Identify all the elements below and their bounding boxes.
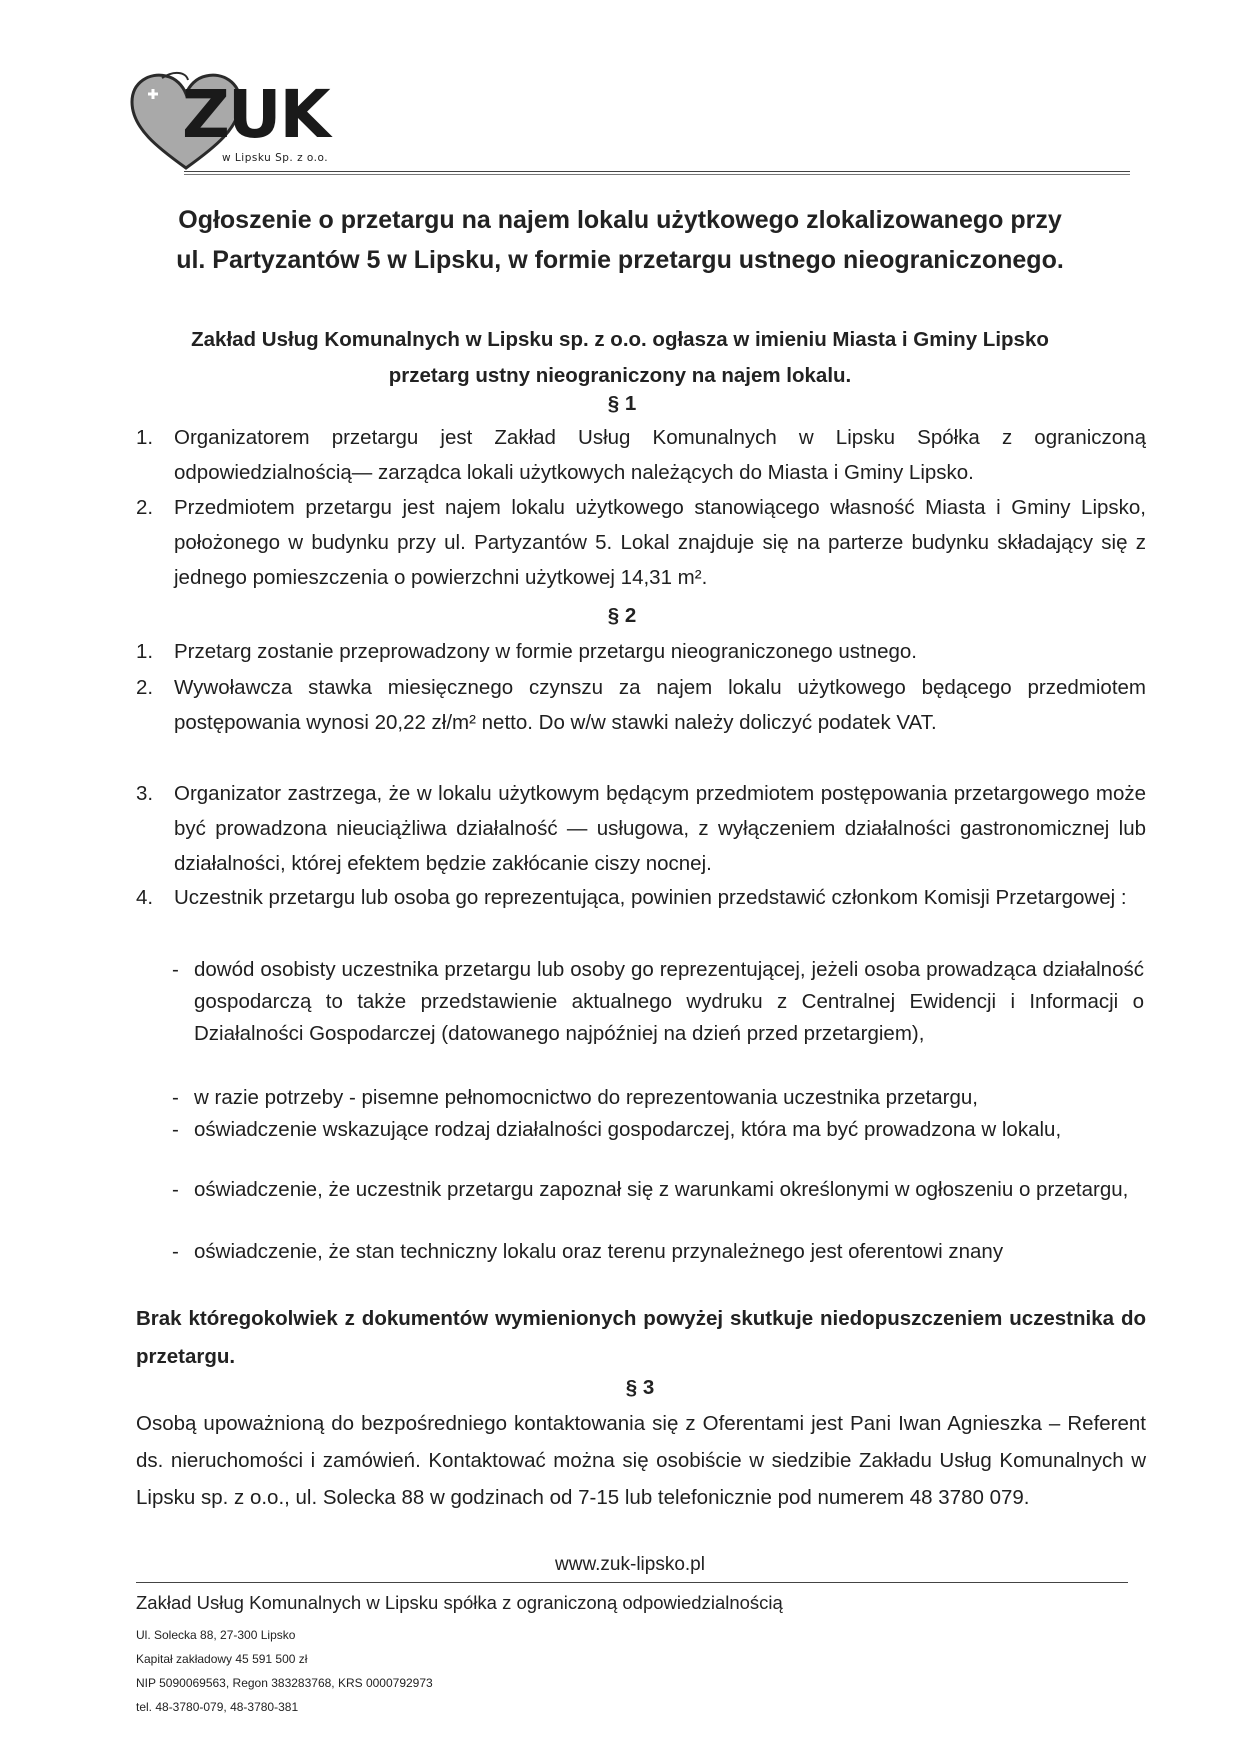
- subtitle-line-2: przetarg ustny nieograniczony na najem lokalu.: [388, 364, 852, 387]
- requirement-text: oświadczenie, że stan techniczny lokalu oraz terenu przynależnego jest oferentowi znany: [194, 1240, 1004, 1263]
- item-text: Uczestnik przetargu lub osoba go reprezentująca, powinien przedstawić członkom Komisji Przetargowej :: [174, 886, 1127, 909]
- header-divider-secondary: [184, 174, 1130, 175]
- section-1-heading: § 1: [607, 392, 637, 415]
- title-line-2: ul. Partyzantów 5 w Lipsku, w formie przetargu ustnego nieograniczonego.: [176, 246, 1064, 274]
- requirement-text: w razie potrzeby - pisemne pełnomocnictwo do reprezentowania uczestnika przetargu,: [194, 1086, 978, 1109]
- page-subtitle: [150, 322, 1090, 394]
- footer-divider: [136, 1582, 1128, 1583]
- subtitle-line-1: Zakład Usług Komunalnych w Lipsku sp. z o.o. ogłasza w imieniu Miasta i Gminy Lipsko: [191, 328, 1049, 351]
- website-link[interactable]: www.zuk-lipsko.pl: [555, 1554, 705, 1575]
- page-title: [150, 200, 1090, 280]
- title-line-1: Ogłoszenie o przetargu na najem lokalu użytkowego zlokalizowanego przy: [178, 206, 1062, 234]
- company-logo: [128, 68, 358, 176]
- footer-registration-ids: NIP 5090069563, Regon 383283768, KRS 0000792973: [136, 1676, 433, 1690]
- requirement-text: oświadczenie, że uczestnik przetargu zapoznał się z warunkami określonymi w ogłoszeniu o przetargu,: [194, 1178, 1129, 1201]
- item-text: Wywoławcza stawka miesięcznego czynszu za najem lokalu użytkowego będącego przedmiotem postępowania wynosi 20,22 zł/m² netto. Do w/w stawki należy doliczyć podatek VAT.: [174, 676, 1146, 734]
- item-number: 4.: [136, 886, 154, 909]
- item-number: 2.: [136, 676, 154, 699]
- requirement-text: dowód osobisty uczestnika przetargu lub osoby go reprezentującej, jeżeli osoba prowadząca działalność gospodarczą to także przedstawienie aktualnego wydruku z Centralnej Ewidencji i Informacji o Działalności Gospodarczej (datowanego najpóźniej na dzień przed przetargiem),: [194, 958, 1144, 1045]
- item-number: 3.: [136, 782, 154, 805]
- item-text: Organizator zastrzega, że w lokalu użytkowym będącym przedmiotem postępowania przetargowego może być prowadzona nieuciążliwa działalność — usługowa, z wyłączeniem działalności gastronomicznej lub działalności, której efektem będzie zakłócanie ciszy nocnej.: [174, 782, 1146, 875]
- item-number: 2.: [136, 496, 154, 519]
- footer-company-name: Zakład Usług Komunalnych w Lipsku spółka z ograniczoną odpowiedzialnością: [136, 1592, 783, 1613]
- item-number: 1.: [136, 426, 154, 449]
- footer-capital: Kapitał zakładowy 45 591 500 zł: [136, 1652, 308, 1666]
- requirement-text: oświadczenie wskazujące rodzaj działalności gospodarczej, która ma być prowadzona w lokalu,: [194, 1118, 1062, 1141]
- document-page: ZUK w Lipsku Sp. z o.o. Ogłoszenie o przetargu na najem lokalu użytkowego zlokalizowanego przy ul. Partyzantów 5 w Lipsku, w formie przetargu ustnego nieograniczonego. Zakład Usług Komunalnych w Lipsku sp. z o.o. ogłasza w imieniu Miasta i Gminy Lipsko przetarg ustny nieograniczony na najem lokalu. § 1 1. Organizatorem przetargu jest Zakład Usług Komunalnych w Lipsku Spółka z ograniczoną odpowiedzialnością— zarządca lokali użytkowych należących do Miasta i Gminy Lipsko. 2. Przedmiotem przetargu jest najem lokalu użytkowego stanowiącego własność Miasta i Gminy Lipsko, położonego w budynku przy ul. Partyzantów 5. Lokal znajduje się na parterze budynku składający się z jednego pomieszczenia o powierzchni użytkowej 14,31 m². § 2 1. Przetarg zostanie przeprowadzony w formie przetargu nieograniczonego ustnego. 2. Wywoławcza stawka miesięcznego czynszu za najem lokalu użytkowego będącego przedmiotem postępowania wynosi 20,22 zł/m² netto. Do w/w stawki należy doliczyć podatek VAT. 3. Organizator zastrzega, że w lokalu użytkowym będącym przedmiotem postępowania przetargowego może być prowadzona nieuciążliwa działalność — usługowa, z wyłączeniem działalności gastronomicznej lub działalności, której efektem będzie zakłócanie ciszy nocnej. 4. Uczestnik przetargu lub osoba go reprezentująca, powinien przedstawić członkom Komisji Przetargowej : - dowód osobisty uczestnika przetargu lub osoby go reprezentującej, jeżeli osoba prowadząca działalność gospodarczą to także przedstawienie aktualnego wydruku z Centralnej Ewidencji i Informacji o Działalności Gospodarczej (datowanego najpóźniej na dzień przed przetargiem), - w razie potrzeby - pisemne pełnomocnictwo do reprezentowania uczestnika przetargu, - oświadczenie wskazujące rodzaj działalności gospodarczej, która ma być prowadzona w lokalu, - oświadczenie, że uczestnik przetargu zapoznał się z warunkami określonymi w ogłoszeniu o przetargu, - oświadczenie, że stan techniczny lokalu oraz terenu przynależnego jest oferentowi znany Brak któregokolwiek z dokumentów wymienionych powyżej skutkuje niedopuszczeniem uczestnika do przetargu. § 3 Osobą upoważnioną do bezpośredniego kontaktowania się z Oferentami jest Pani Iwan Agnieszka – Referent ds. nieruchomości i zamówień. Kontaktować można się osobiście w siedzibie Zakładu Usług Komunalnych w Lipsku sp. z o.o., ul. Solecka 88 w godzinach od 7-15 lub telefonicznie pod numerem 48 3780 079. www.zuk-lipsko.pl Zakład Usług Komunalnych w Lipsku spółka z ograniczoną odpowiedzialnością Ul. Solecka 88, 27-300 Lipsko Kapitał zakładowy 45 591 500 zł NIP 5090069563, Regon 383283768, KRS 0000792973 tel. 48-3780-079, 48-3780-381: [0, 0, 1240, 1754]
- header-divider: [184, 171, 1130, 172]
- item-number: 1.: [136, 640, 154, 663]
- contact-paragraph: Osobą upoważnioną do bezpośredniego kontaktowania się z Oferentami jest Pani Iwan Agnieszka – Referent ds. nieruchomości i zamówień. Kontaktować można się osobiście w siedzibie Zakładu Usług Komunalnych w Lipsku sp. z o.o., ul. Solecka 88 w godzinach od 7-15 lub telefonicznie pod numerem 48 3780 079.: [136, 1412, 1146, 1509]
- logo-subtext: w Lipsku Sp. z o.o.: [222, 152, 329, 164]
- item-text: Przedmiotem przetargu jest najem lokalu użytkowego stanowiącego własność Miasta i Gminy Lipsko, położonego w budynku przy ul. Partyzantów 5. Lokal znajduje się na parterze budynku składający się z jednego pomieszczenia o powierzchni użytkowej 14,31 m².: [174, 496, 1146, 589]
- item-text: Przetarg zostanie przeprowadzony w formie przetargu nieograniczonego ustnego.: [174, 640, 917, 663]
- section-3-heading: § 3: [625, 1376, 655, 1399]
- exclusion-notice: Brak któregokolwiek z dokumentów wymienionych powyżej skutkuje niedopuszczeniem uczestnika do przetargu.: [136, 1307, 1146, 1368]
- footer-phones: tel. 48-3780-079, 48-3780-381: [136, 1700, 299, 1714]
- logo-text: ZUK: [182, 76, 329, 153]
- footer-address: Ul. Solecka 88, 27-300 Lipsko: [136, 1628, 296, 1642]
- item-text: Organizatorem przetargu jest Zakład Usług Komunalnych w Lipsku Spółka z ograniczoną odpowiedzialnością— zarządca lokali użytkowych należących do Miasta i Gminy Lipsko.: [174, 426, 1146, 484]
- section-2-heading: § 2: [607, 604, 637, 627]
